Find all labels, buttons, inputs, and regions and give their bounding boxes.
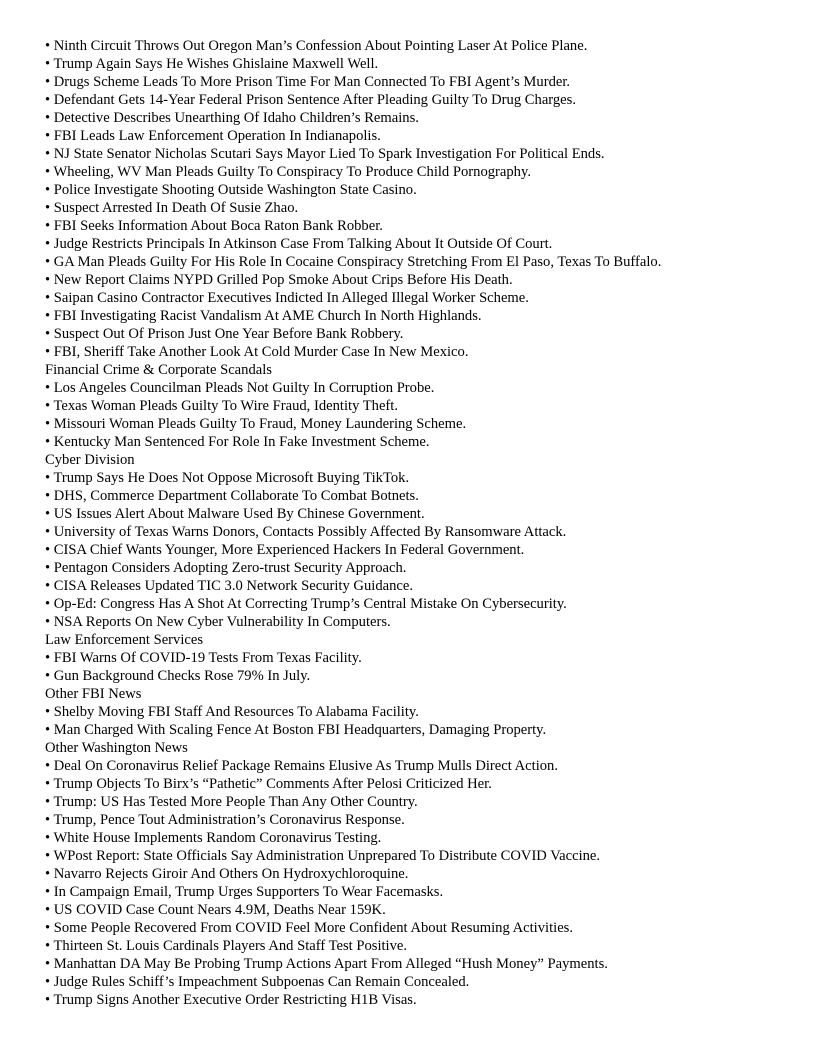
news-item: • US Issues Alert About Malware Used By Chinese Government. [45,506,425,522]
news-item-text: Man Charged With Scaling Fence At Boston FBI Headquarters, Damaging Property. [53,722,547,738]
news-list [45,37,805,361]
news-item-text: Ninth Circuit Throws Out Oregon Man’s Confession About Pointing Laser At Police Plane. [53,38,588,54]
news-item: • FBI Warns Of COVID-19 Tests From Texas Facility. [45,650,362,666]
news-item-text: WPost Report: State Officials Say Administration Unprepared To Distribute COVID Vaccine. [53,848,601,864]
news-item: • FBI Seeks Information About Boca Raton Bank Robber. [45,218,383,234]
news-list [45,379,805,451]
news-item: • Suspect Arrested In Death Of Susie Zhao. [45,200,299,216]
news-item-text: Trump, Pence Tout Administration’s Coronavirus Response. [53,812,405,828]
news-item: • FBI Leads Law Enforcement Operation In Indianapolis. [45,128,381,144]
news-item-text: Missouri Woman Pleads Guilty To Fraud, Money Laundering Scheme. [53,416,467,432]
section-heading: Other Washington News [45,740,188,756]
news-item: • Saipan Casino Contractor Executives Indicted In Alleged Illegal Worker Scheme. [45,290,529,306]
news-item-text: Thirteen St. Louis Cardinals Players And Staff Test Positive. [53,938,408,954]
news-item: • CISA Releases Updated TIC 3.0 Network Security Guidance. [45,578,413,594]
news-item: • Drugs Scheme Leads To More Prison Time For Man Connected To FBI Agent’s Murder. [45,74,571,90]
news-item-text: Suspect Arrested In Death Of Susie Zhao. [53,200,299,216]
section-other-fbi-news [45,685,805,739]
news-item-text: FBI Leads Law Enforcement Operation In Indianapolis. [53,128,381,144]
news-item: • Judge Rules Schiff’s Impeachment Subpoenas Can Remain Concealed. [45,974,470,990]
section-general-news [45,37,805,361]
section-cyber-division [45,451,805,631]
news-item-text: FBI Warns Of COVID-19 Tests From Texas Facility. [53,650,362,666]
news-item: • Thirteen St. Louis Cardinals Players And Staff Test Positive. [45,938,408,954]
news-item: • WPost Report: State Officials Say Administration Unprepared To Distribute COVID Vaccine. [45,848,601,864]
news-item: • Gun Background Checks Rose 79% In July. [45,668,311,684]
news-item-text: Trump Objects To Birx’s “Pathetic” Comments After Pelosi Criticized Her. [53,776,492,792]
news-item-text: Drugs Scheme Leads To More Prison Time For Man Connected To FBI Agent’s Murder. [53,74,571,90]
news-item: • Man Charged With Scaling Fence At Boston FBI Headquarters, Damaging Property. [45,722,547,738]
news-item: • New Report Claims NYPD Grilled Pop Smoke About Crips Before His Death. [45,272,513,288]
news-item-text: CISA Releases Updated TIC 3.0 Network Security Guidance. [53,578,413,594]
news-item: • Defendant Gets 14-Year Federal Prison Sentence After Pleading Guilty To Drug Charges. [45,92,576,108]
news-item-text: Saipan Casino Contractor Executives Indicted In Alleged Illegal Worker Scheme. [53,290,529,306]
section-financial-crime [45,361,805,451]
news-item-text: Gun Background Checks Rose 79% In July. [53,668,311,684]
section-heading: Law Enforcement Services [45,632,204,648]
news-item: • Detective Describes Unearthing Of Idaho Children’s Remains. [45,110,419,126]
news-item-text: US Issues Alert About Malware Used By Chinese Government. [53,506,425,522]
news-item: • In Campaign Email, Trump Urges Supporters To Wear Facemasks. [45,884,444,900]
news-item: • Police Investigate Shooting Outside Washington State Casino. [45,182,417,198]
news-item: • University of Texas Warns Donors, Contacts Possibly Affected By Ransomware Attack. [45,524,567,540]
section-law-enforcement-services [45,631,805,685]
section-heading: Financial Crime & Corporate Scandals [45,362,272,378]
news-list [45,649,805,685]
news-item-text: FBI, Sheriff Take Another Look At Cold Murder Case In New Mexico. [53,344,469,360]
news-item: • Los Angeles Councilman Pleads Not Guilty In Corruption Probe. [45,380,435,396]
news-item: • Trump Objects To Birx’s “Pathetic” Comments After Pelosi Criticized Her. [45,776,492,792]
news-item: • Deal On Coronavirus Relief Package Remains Elusive As Trump Mulls Direct Action. [45,758,558,774]
news-item-text: Trump Signs Another Executive Order Restricting H1B Visas. [53,992,417,1008]
news-list [45,469,805,631]
news-item: • Trump: US Has Tested More People Than Any Other Country. [45,794,418,810]
news-item: • Missouri Woman Pleads Guilty To Fraud, Money Laundering Scheme. [45,416,467,432]
news-item: • Pentagon Considers Adopting Zero-trust Security Approach. [45,560,407,576]
news-item-text: Police Investigate Shooting Outside Washington State Casino. [53,182,417,198]
news-item-text: Deal On Coronavirus Relief Package Remains Elusive As Trump Mulls Direct Action. [53,758,558,774]
news-item-text: Navarro Rejects Giroir And Others On Hydroxychloroquine. [53,866,409,882]
news-item-text: Trump Says He Does Not Oppose Microsoft Buying TikTok. [53,470,410,486]
news-item: • Texas Woman Pleads Guilty To Wire Fraud, Identity Theft. [45,398,398,414]
news-item: • Some People Recovered From COVID Feel More Confident About Resuming Activities. [45,920,573,936]
news-item-text: Suspect Out Of Prison Just One Year Before Bank Robbery. [53,326,404,342]
news-item-text: US COVID Case Count Nears 4.9M, Deaths Near 159K. [53,902,386,918]
news-item: • Op-Ed: Congress Has A Shot At Correcting Trump’s Central Mistake On Cybersecurity. [45,596,567,612]
news-item-text: University of Texas Warns Donors, Contacts Possibly Affected By Ransomware Attack. [53,524,567,540]
news-item-text: Detective Describes Unearthing Of Idaho Children’s Remains. [53,110,419,126]
news-item-text: NSA Reports On New Cyber Vulnerability In Computers. [53,614,391,630]
news-item-text: Wheeling, WV Man Pleads Guilty To Conspiracy To Produce Child Pornography. [53,164,531,180]
news-item: • White House Implements Random Coronavirus Testing. [45,830,382,846]
news-item: • Navarro Rejects Giroir And Others On Hydroxychloroquine. [45,866,409,882]
news-item: • Shelby Moving FBI Staff And Resources To Alabama Facility. [45,704,419,720]
news-item: • Judge Restricts Principals In Atkinson Case From Talking About It Outside Of Court. [45,236,553,252]
news-item-text: DHS, Commerce Department Collaborate To Combat Botnets. [53,488,419,504]
news-item: • Trump, Pence Tout Administration’s Coronavirus Response. [45,812,405,828]
news-item: • Kentucky Man Sentenced For Role In Fake Investment Scheme. [45,434,430,450]
news-item: • Trump Says He Does Not Oppose Microsoft Buying TikTok. [45,470,410,486]
news-list [45,757,805,1009]
news-item-text: Trump Again Says He Wishes Ghislaine Maxwell Well. [53,56,379,72]
news-item: • Trump Signs Another Executive Order Restricting H1B Visas. [45,992,417,1008]
news-item: • GA Man Pleads Guilty For His Role In Cocaine Conspiracy Stretching From El Paso, Texas To Buffalo. [45,254,662,270]
news-item: • Wheeling, WV Man Pleads Guilty To Conspiracy To Produce Child Pornography. [45,164,531,180]
news-item: • FBI Investigating Racist Vandalism At AME Church In North Highlands. [45,308,482,324]
news-item-text: Manhattan DA May Be Probing Trump Actions Apart From Alleged “Hush Money” Payments. [53,956,608,972]
news-item-text: FBI Seeks Information About Boca Raton Bank Robber. [53,218,383,234]
news-item-text: White House Implements Random Coronavirus Testing. [53,830,382,846]
news-item: • Suspect Out Of Prison Just One Year Before Bank Robbery. [45,326,404,342]
news-item-text: Judge Restricts Principals In Atkinson Case From Talking About It Outside Of Court. [53,236,553,252]
news-item: • CISA Chief Wants Younger, More Experienced Hackers In Federal Government. [45,542,525,558]
news-item: • US COVID Case Count Nears 4.9M, Deaths Near 159K. [45,902,386,918]
news-item: • NSA Reports On New Cyber Vulnerability In Computers. [45,614,391,630]
news-digest-page [45,37,805,1009]
news-item-text: Trump: US Has Tested More People Than Any Other Country. [53,794,418,810]
news-item-text: Op-Ed: Congress Has A Shot At Correcting Trump’s Central Mistake On Cybersecurity. [53,596,567,612]
news-item-text: Shelby Moving FBI Staff And Resources To Alabama Facility. [53,704,419,720]
news-item-text: CISA Chief Wants Younger, More Experienced Hackers In Federal Government. [53,542,525,558]
news-item-text: NJ State Senator Nicholas Scutari Says Mayor Lied To Spark Investigation For Political Ends. [53,146,605,162]
news-item-text: Kentucky Man Sentenced For Role In Fake Investment Scheme. [53,434,430,450]
news-item-text: Los Angeles Councilman Pleads Not Guilty In Corruption Probe. [53,380,435,396]
news-item: • FBI, Sheriff Take Another Look At Cold Murder Case In New Mexico. [45,344,469,360]
news-item: • Trump Again Says He Wishes Ghislaine Maxwell Well. [45,56,379,72]
news-item: • Ninth Circuit Throws Out Oregon Man’s Confession About Pointing Laser At Police Plane. [45,38,588,54]
news-item-text: GA Man Pleads Guilty For His Role In Cocaine Conspiracy Stretching From El Paso, Texas To Buffalo. [53,254,662,270]
news-item-text: Defendant Gets 14-Year Federal Prison Sentence After Pleading Guilty To Drug Charges. [53,92,576,108]
section-heading: Cyber Division [45,452,135,468]
news-item-text: FBI Investigating Racist Vandalism At AME Church In North Highlands. [53,308,482,324]
news-item-text: Some People Recovered From COVID Feel More Confident About Resuming Activities. [53,920,573,936]
section-heading: Other FBI News [45,686,142,702]
news-item-text: In Campaign Email, Trump Urges Supporters To Wear Facemasks. [53,884,444,900]
news-item: • NJ State Senator Nicholas Scutari Says Mayor Lied To Spark Investigation For Political Ends. [45,146,605,162]
news-item-text: Pentagon Considers Adopting Zero-trust Security Approach. [53,560,407,576]
news-item-text: Judge Rules Schiff’s Impeachment Subpoenas Can Remain Concealed. [53,974,470,990]
news-list [45,703,805,739]
news-item-text: New Report Claims NYPD Grilled Pop Smoke About Crips Before His Death. [53,272,513,288]
section-other-washington-news [45,739,805,1009]
news-item-text: Texas Woman Pleads Guilty To Wire Fraud, Identity Theft. [53,398,398,414]
news-item: • Manhattan DA May Be Probing Trump Actions Apart From Alleged “Hush Money” Payments. [45,956,608,972]
news-item: • DHS, Commerce Department Collaborate To Combat Botnets. [45,488,419,504]
